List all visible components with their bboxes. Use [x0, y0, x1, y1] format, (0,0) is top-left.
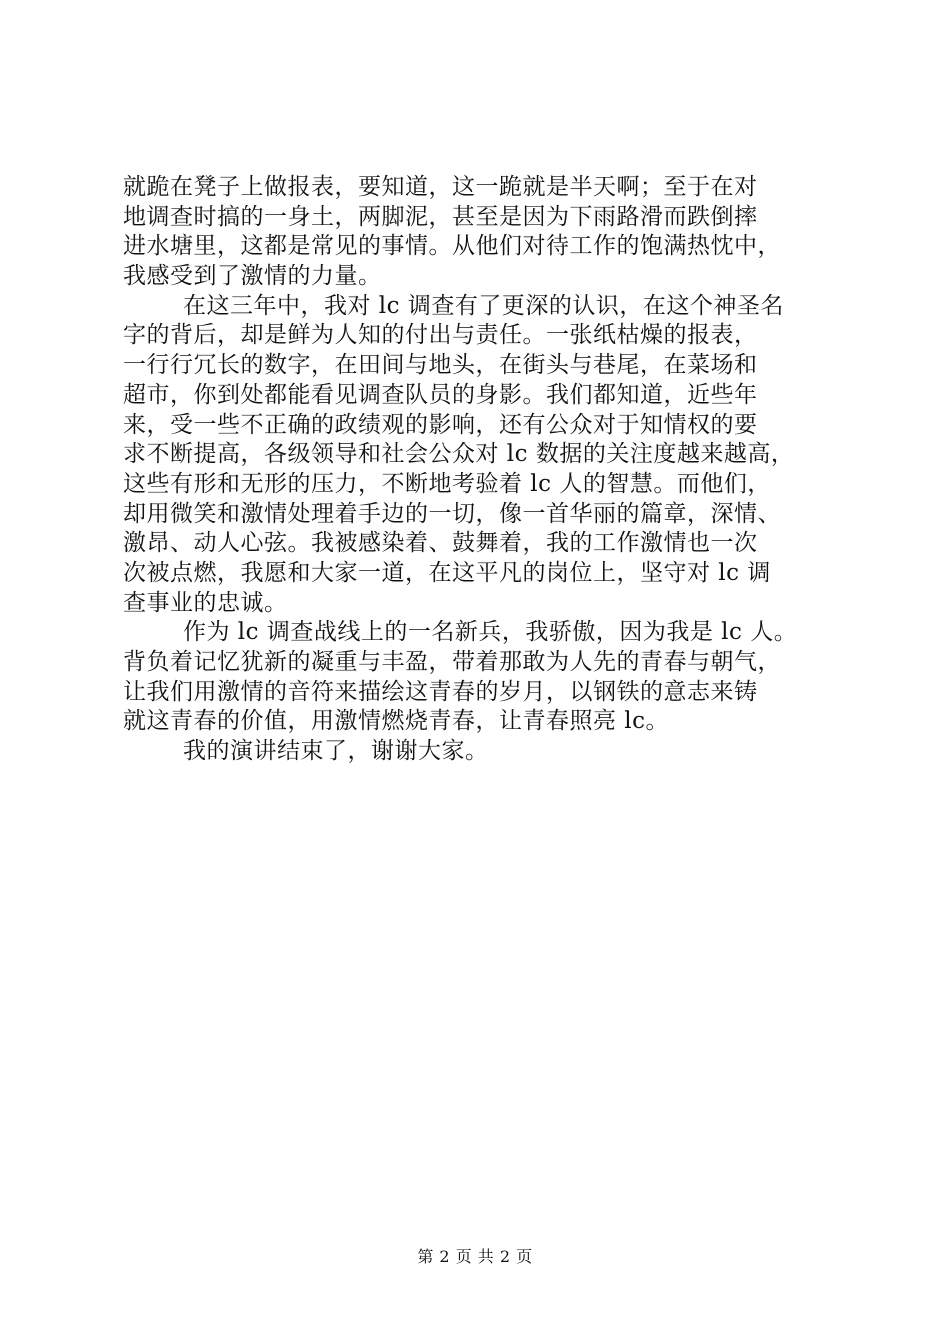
text-line: 一行行冗长的数字，在田间与地头，在街头与巷尾，在菜场和 [123, 352, 758, 379]
text-line: 我感受到了激情的力量。 [123, 263, 382, 290]
document-body [123, 173, 843, 767]
paragraph-first-line: 作为 lc 调查战线上的一名新兵，我骄傲，因为我是 lc 人。 [183, 619, 798, 646]
text-line: 地调查时搞的一身土，两脚泥，甚至是因为下雨路滑而跌倒摔 [123, 203, 758, 230]
text-line: 来，受一些不正确的政绩观的影响，还有公众对于知情权的要 [123, 411, 758, 438]
text-line: 这些有形和无形的压力，不断地考验着 lc 人的智慧。而他们， [123, 470, 771, 497]
paragraph-first-line: 我的演讲结束了，谢谢大家。 [183, 738, 489, 765]
text-line: 超市，你到处都能看见调查队员的身影。我们都知道，近些年 [123, 381, 758, 408]
text-line: 让我们用激情的音符来描绘这青春的岁月，以钢铁的意志来铸 [123, 678, 758, 705]
text-line: 查事业的忠诚。 [123, 589, 288, 616]
text-line: 次被点燃，我愿和大家一道，在这平凡的岗位上，坚守对 lc 调 [123, 559, 771, 586]
text-line: 背负着记忆犹新的凝重与丰盈，带着那敢为人先的青春与朝气， [123, 649, 781, 675]
text-line: 激昂、动人心弦。我被感染着、鼓舞着，我的工作激情也一次 [123, 530, 758, 557]
page-number-footer: 第 2 页 共 2 页 [417, 1247, 533, 1266]
text-line: 求不断提高，各级领导和社会公众对 lc 数据的关注度越来越高， [123, 441, 795, 468]
paragraph-first-line: 在这三年中，我对 lc 调查有了更深的认识，在这个神圣名 [183, 292, 784, 319]
text-line: 就跪在凳子上做报表，要知道，这一跪就是半天啊；至于在对 [123, 174, 758, 200]
text-line: 进水塘里，这都是常见的事情。从他们对待工作的饱满热忱中， [123, 233, 781, 260]
text-line: 就这青春的价值，用激情燃烧青春，让青春照亮 lc。 [123, 708, 670, 735]
text-line: 字的背后，却是鲜为人知的付出与责任。一张纸枯燥的报表， [123, 322, 758, 349]
text-line: 却用微笑和激情处理着手边的一切，像一首华丽的篇章，深情、 [123, 500, 781, 527]
